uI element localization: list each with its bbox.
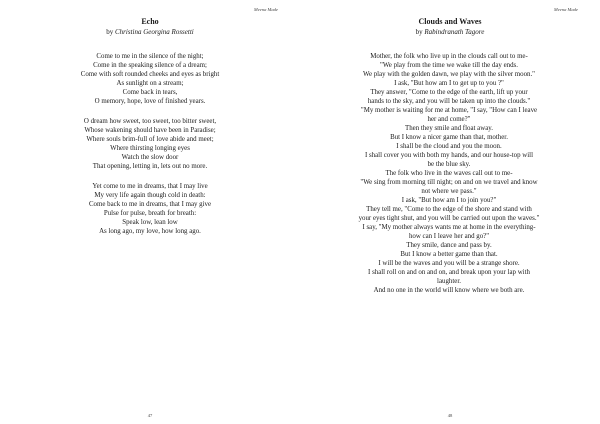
byline-prefix: by — [415, 28, 423, 36]
poem-line: Mother, the folk who live up in the clouds call out to me- — [370, 53, 528, 60]
poem-line: laughter. — [437, 278, 461, 285]
poem-line: They answer, "Come to the edge of the earth, lift up your — [370, 89, 528, 96]
poem-line: My very life again though cold in death: — [94, 192, 206, 199]
poem-line: I ask, "But how am I to get up to you ?" — [394, 80, 504, 87]
poem-line: "My mother is waiting for me at home, "I say, "How can I leave — [360, 107, 538, 114]
poem-line: how can I leave her and go?" — [408, 233, 490, 240]
poem-line: not where we pass." — [421, 188, 477, 195]
poem-line: As sunlight on a stream; — [116, 80, 184, 87]
poem-title-echo: Echo — [141, 17, 159, 26]
poem-line: Come in the speaking silence of a dream; — [93, 62, 207, 69]
author-tagore: Rabindranath Tagore — [424, 28, 485, 36]
poem-line: Whose wakening should have been in Paradise; — [84, 127, 216, 134]
poem-line: I shall be the cloud and you the moon. — [396, 143, 502, 150]
poem-line: be the blue sky. — [427, 161, 471, 168]
poem-line: your eyes tight shut, and you will be carried out upon the waves." — [358, 215, 540, 222]
poem-line: I say, "My mother always wants me at home in the everything- — [362, 224, 536, 231]
poem-line: O dream how sweet, too sweet, too bitter sweet, — [83, 118, 217, 125]
poem-body-clouds-and-waves — [320, 52, 578, 295]
poem-line: But I know a nicer game than that, mother. — [390, 134, 508, 141]
byline-left — [0, 28, 300, 36]
stanza-3 — [0, 182, 300, 236]
byline-right — [300, 28, 600, 36]
poem-line: her and come?" — [427, 116, 471, 123]
poem-line: "We play from the time we wake till the day ends. — [380, 62, 518, 69]
stanza-1 — [0, 52, 300, 106]
poem-title-clouds-and-waves: Clouds and Waves — [418, 17, 482, 26]
right-page — [300, 0, 600, 424]
stanza-2 — [0, 117, 300, 171]
poem-line: Where souls brim-full of love abide and meet; — [86, 136, 214, 143]
poem-line: Where thirsting longing eyes — [110, 145, 190, 152]
poem-line: Speak low, lean low — [122, 219, 178, 226]
running-head-left: Meena Made — [253, 7, 278, 12]
poem-line: Watch the slow door — [121, 154, 179, 161]
poem-line: Come to me in the silence of the night; — [96, 53, 204, 60]
poem-line: O memory, hope, love of finished years. — [94, 98, 206, 105]
page-number-left: 47 — [147, 413, 153, 418]
poem-line: I will be the waves and you will be a strange shore. — [378, 260, 520, 267]
poem-line: Yet come to me in dreams, that I may live — [92, 183, 208, 190]
poem-line: Come with soft rounded cheeks and eyes as bright — [80, 71, 220, 78]
poem-line: I ask, "But how am I to join you?" — [401, 197, 497, 204]
poem-line: I shall cover you with both my hands, and our house-top will — [364, 152, 534, 159]
author-rossetti: Christina Georgina Rossetti — [115, 28, 194, 36]
poem-line: As long ago, my love, how long ago. — [99, 228, 201, 235]
poem-line: And no one in the world will know where we both are. — [373, 287, 525, 294]
poem-line: Come back in tears, — [122, 89, 178, 96]
running-head-right: Meena Made — [553, 7, 578, 12]
page-number-right: 48 — [447, 413, 453, 418]
poem-line: I shall roll on and on and on, and break upon your lap with — [368, 269, 530, 276]
byline-prefix: by — [106, 28, 114, 36]
poem-line: "We sing from morning till night; on and on we travel and know — [360, 179, 538, 186]
poem-line: They tell me, "Come to the edge of the shore and stand with — [366, 206, 532, 213]
poem-line: Pulse for pulse, breath for breath: — [103, 210, 197, 217]
poem-line: They smile, dance and pass by. — [406, 242, 492, 249]
poem-line: hands to the sky, and you will be taken up into the clouds." — [367, 98, 531, 105]
poem-line: But I know a better game than that. — [400, 251, 498, 258]
poem-line: That opening, letting in, lets out no more. — [92, 163, 208, 170]
poem-line: Come back to me in dreams, that I may give — [88, 201, 212, 208]
poem-line: The folk who live in the waves call out to me- — [385, 170, 513, 177]
poem-line: Then they smile and float away. — [405, 125, 493, 132]
poem-body-echo — [0, 52, 300, 247]
poem-line: We play with the golden dawn, we play with the silver moon." — [363, 71, 535, 78]
